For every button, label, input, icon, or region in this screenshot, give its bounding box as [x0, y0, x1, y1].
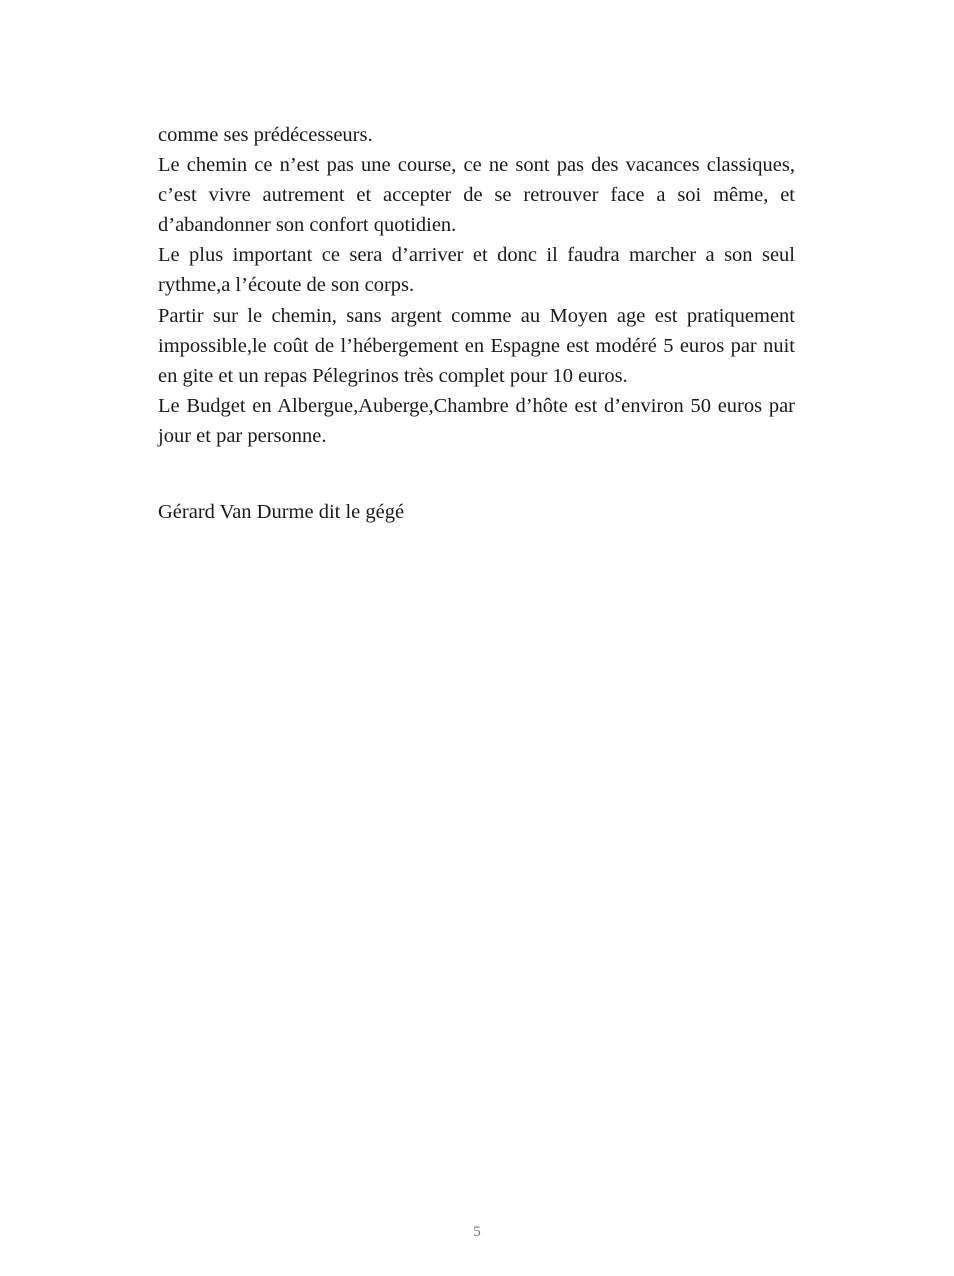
paragraph-3: Le plus important ce sera d’arriver et donc il faudra marcher a son seul rythme,a l’écoute de son corps.	[158, 244, 795, 297]
page-number: 5	[473, 1224, 481, 1240]
author-signature: Gérard Van Durme dit le gégé	[158, 501, 405, 523]
paragraph-5: Le Budget en Albergue,Auberge,Chambre d’hôte est d’environ 50 euros par jour et par personne.	[158, 394, 795, 447]
paragraph-4: Partir sur le chemin, sans argent comme au Moyen age est pratiquement impossible,le coût de l’hébergement en Espagne est modéré 5 euros par nuit en gite et un repas Pélegrinos très complet pour 10 euros.	[158, 304, 795, 387]
paragraph-1: comme ses prédécesseurs.	[158, 124, 373, 146]
body-text	[158, 120, 795, 451]
paragraph-2: Le chemin ce n’est pas une course, ce ne sont pas des vacances classiques, c’est vivre autrement et accepter de se retrouver face a soi même, et d’abandonner son confort quotidien.	[158, 154, 795, 237]
